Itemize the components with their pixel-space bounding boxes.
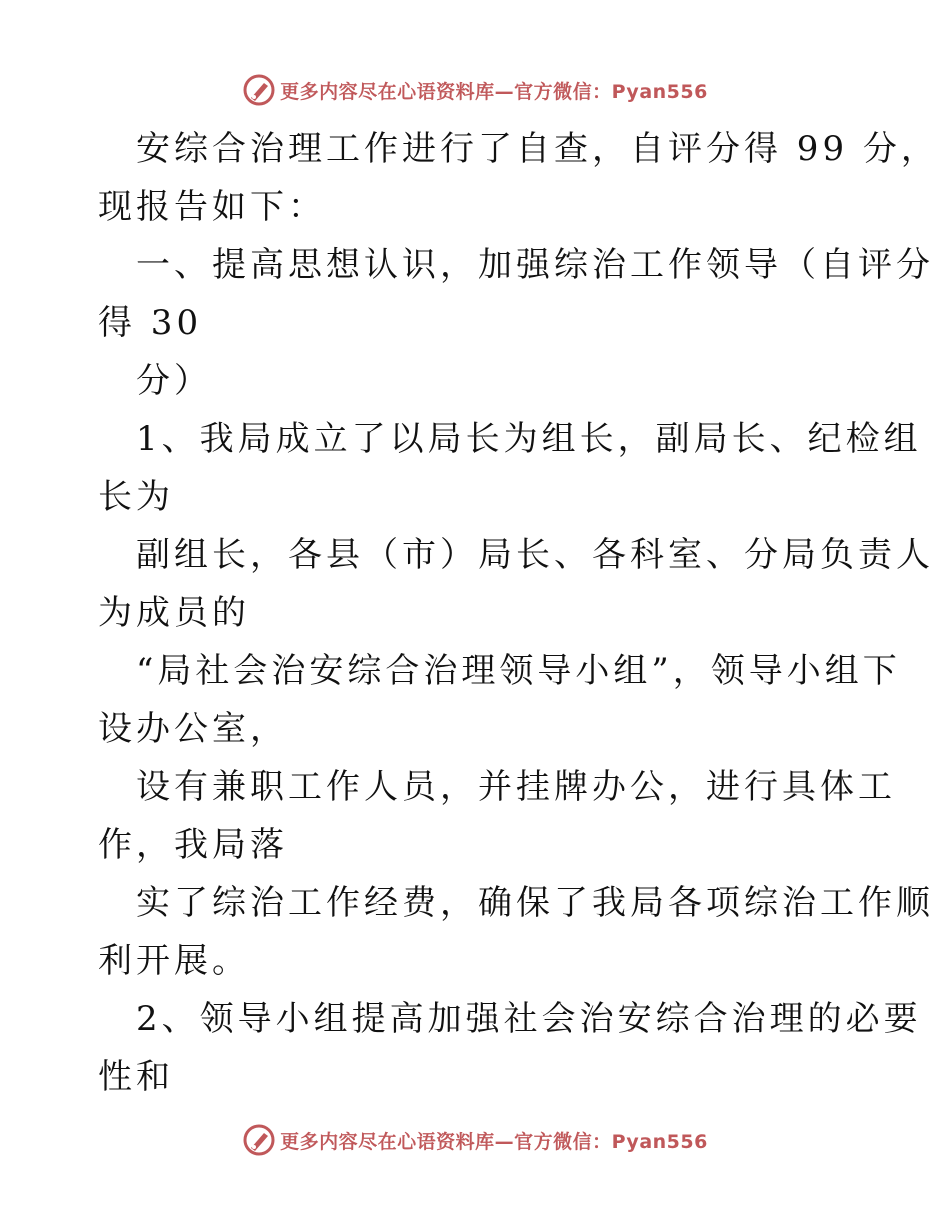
pen-logo-icon bbox=[242, 1123, 276, 1157]
pen-logo-icon bbox=[242, 73, 276, 107]
text-line: 为成员的 bbox=[98, 593, 250, 633]
text-line: 一、提高思想认识，加强综治工作领导（自评分 bbox=[136, 245, 934, 285]
text-line: 长为 bbox=[98, 477, 174, 517]
document-body bbox=[98, 120, 939, 1106]
text-line: 设办公室， bbox=[98, 709, 288, 749]
text-line: 实了综治工作经费，确保了我局各项综治工作顺 bbox=[136, 883, 934, 923]
watermark-text: 更多内容尽在心语资料库—官方微信：Pyan556 bbox=[280, 80, 708, 103]
text-line: “局社会治安综合治理领导小组”，领导小组下 bbox=[136, 651, 901, 691]
text-line: 分） bbox=[136, 361, 212, 401]
text-line: 利开展。 bbox=[98, 941, 250, 981]
watermark-banner-top bbox=[0, 70, 950, 110]
text-line: 2、领导小组提高加强社会治安综合治理的必要 bbox=[136, 999, 922, 1039]
watermark-text: 更多内容尽在心语资料库—官方微信：Pyan556 bbox=[280, 1130, 708, 1153]
text-line: 现报告如下： bbox=[98, 187, 326, 227]
text-line: 作，我局落 bbox=[98, 825, 288, 865]
text-line: 得 30 bbox=[98, 303, 203, 343]
text-line: 性和 bbox=[98, 1057, 174, 1097]
watermark-banner-bottom bbox=[0, 1120, 950, 1160]
text-line: 1、我局成立了以局长为组长，副局长、纪检组 bbox=[136, 419, 922, 459]
text-line: 副组长，各县（市）局长、各科室、分局负责人 bbox=[136, 535, 934, 575]
text-line: 安综合治理工作进行了自查，自评分得 99 分， bbox=[136, 129, 939, 169]
text-line: 设有兼职工作人员，并挂牌办公，进行具体工 bbox=[136, 767, 896, 807]
